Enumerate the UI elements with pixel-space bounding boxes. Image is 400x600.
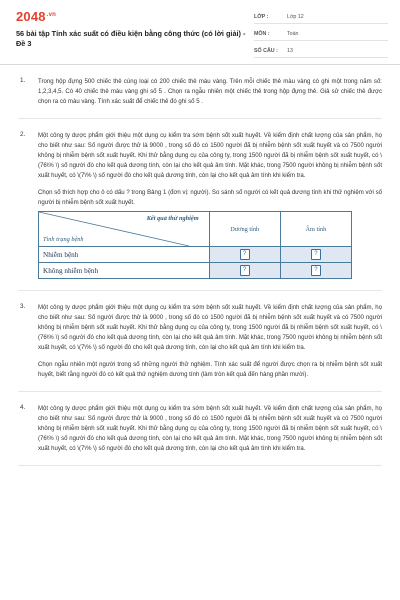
table-corner-cell bbox=[39, 212, 210, 247]
question-number: 4. bbox=[20, 404, 26, 411]
meta-value: 13 bbox=[287, 47, 293, 54]
document-title: 56 bài tập Tính xác suất có điều kiện bằng công thức (có lời giải) - Đề 3 bbox=[16, 29, 246, 48]
question-paragraph: Một công ty dược phẩm giới thiệu một dụng cụ kiểm tra sớm bệnh sốt xuất huyết. Về kiểm định chất lượng của sản phẩm, họ cho biết như sau: Số người được thử là 9000 , trong số đó có 1500 người đã bị nhiễm bệnh sốt xuất huyết và có 7500 người không bị nhiễm bệnh sốt xuất huyết. Khi thử bằng dụng cụ của công ty, trong 1500 người đã bị nhiễm bệnh sốt xuất huyết, có \(76\% \) số người đó cho kết quả dương tính, còn lại cho kết quả âm tính. Mặt khác, trong 7500 người không bị nhiễm bệnh sốt xuất huyết, có \(7\% \) số người đó cho kết quả dương tính, còn lại cho kết quả âm tính khi kiểm tra. bbox=[38, 133, 382, 179]
meta-row-subject bbox=[254, 27, 388, 41]
unknown-value-box: ? bbox=[311, 265, 321, 276]
site-logo[interactable] bbox=[16, 9, 56, 24]
question-text bbox=[38, 404, 382, 454]
meta-label: LỚP : bbox=[254, 13, 269, 20]
row-header: Không nhiễm bệnh bbox=[39, 263, 210, 279]
logo-suffix: .vn bbox=[46, 11, 57, 18]
meta-row-class bbox=[254, 10, 388, 24]
question-number: 1. bbox=[20, 77, 26, 84]
question-number: 2. bbox=[20, 131, 26, 138]
meta-info bbox=[254, 10, 388, 61]
question-text bbox=[38, 77, 382, 107]
meta-value: Lớp 12 bbox=[287, 13, 304, 20]
table-cell bbox=[209, 247, 280, 263]
unknown-value-box: ? bbox=[240, 265, 250, 276]
unknown-value-box: ? bbox=[240, 249, 250, 260]
question-4 bbox=[18, 392, 382, 466]
question-paragraph: Chọn ngẫu nhiên một người trong số những người thử nghiệm. Tính xác suất để người được chọn ra bị nhiễm bệnh sốt xuất huyết, biết rằng người đó có kết quả thử nghiệm dương tính (làm tròn kết quả đến hàng phần mười). bbox=[38, 362, 382, 378]
question-number: 3. bbox=[20, 303, 26, 310]
meta-value: Toán bbox=[287, 30, 299, 37]
question-text bbox=[38, 303, 382, 380]
question-1 bbox=[18, 65, 382, 119]
question-text bbox=[38, 131, 382, 208]
question-paragraph: Một công ty dược phẩm giới thiệu một dụng cụ kiểm tra sớm bệnh sốt xuất huyết. Về kiểm định chất lượng của sản phẩm, họ cho biết như sau: Số người được thử là 9000 , trong số đó có 1500 người đã bị nhiễm bệnh sốt xuất huyết và có 7500 người không bị nhiễm bệnh sốt xuất huyết. Khi thử bằng dụng cụ của công ty, trong 1500 người đã bị nhiễm bệnh sốt xuất huyết, có \(76\% \) số người đó cho kết quả dương tính, còn lại cho kết quả âm tính. Mặt khác, trong 7500 người không bị nhiễm bệnh sốt xuất huyết, có \(7\% \) số người đó cho kết quả dương tính, còn lại cho kết quả âm tính khi kiểm tra. bbox=[38, 406, 382, 452]
question-paragraph: Một công ty dược phẩm giới thiệu một dụng cụ kiểm tra sớm bệnh sốt xuất huyết. Về kiểm định chất lượng của sản phẩm, họ cho biết như sau: Số người được thử là 9000 , trong số đó có 1500 người đã bị nhiễm bệnh sốt xuất huyết và có 7500 người không bị nhiễm bệnh sốt xuất huyết. Khi thử bằng dụng cụ của công ty, trong 1500 người đã bị nhiễm bệnh sốt xuất huyết, có \(76\% \) số người đó cho kết quả dương tính, còn lại cho kết quả âm tính. Mặt khác, trong 7500 người không bị nhiễm bệnh sốt xuất huyết, có \(7\% \) số người đó cho kết quả dương tính, còn lại cho kết quả âm tính khi kiểm tra. bbox=[38, 305, 382, 351]
table-row bbox=[39, 263, 352, 279]
question-2 bbox=[18, 119, 382, 291]
table-cell bbox=[280, 263, 351, 279]
test-result-table bbox=[38, 211, 352, 279]
document-header bbox=[0, 0, 400, 65]
table-row bbox=[39, 247, 352, 263]
question-paragraph: Chọn số thích hợp cho ô có dấu ? trong Bảng 1 (đơn vị: người). So sánh số người có kết quả dương tính khi thử nghiệm với số người bị nhiễm bệnh sốt xuất huyết. bbox=[38, 190, 382, 206]
question-paragraph: Trong hộp đựng 500 chiếc thẻ cùng loại có 200 chiếc thẻ màu vàng. Trên mỗi chiếc thẻ màu vàng có ghi một trong năm số: 1,2,3,4,5. Có 40 chiếc thẻ màu vàng ghi số 5 . Chọn ra ngẫu nhiên một chiếc thẻ trong hộp đựng thẻ. Giả sử chiếc thẻ được chọn ra có màu vàng. Tính xác suất để chiếc thẻ đó ghi số 5 . bbox=[38, 79, 382, 105]
meta-label: SỐ CÂU : bbox=[254, 47, 278, 54]
table-header-row bbox=[39, 212, 352, 247]
question-list bbox=[0, 65, 400, 466]
unknown-value-box: ? bbox=[311, 249, 321, 260]
column-header: Dương tính bbox=[209, 212, 280, 247]
column-header: Âm tính bbox=[280, 212, 351, 247]
logo-text: 2048 bbox=[16, 9, 46, 24]
row-group-label: Tình trạng bệnh bbox=[43, 236, 84, 243]
row-header: Nhiễm bệnh bbox=[39, 247, 210, 263]
meta-row-question-count bbox=[254, 44, 388, 58]
table-cell bbox=[209, 263, 280, 279]
meta-label: MÔN : bbox=[254, 30, 270, 37]
column-group-label: Kết quả thử nghiệm bbox=[146, 215, 199, 222]
table-cell bbox=[280, 247, 351, 263]
question-3 bbox=[18, 291, 382, 392]
